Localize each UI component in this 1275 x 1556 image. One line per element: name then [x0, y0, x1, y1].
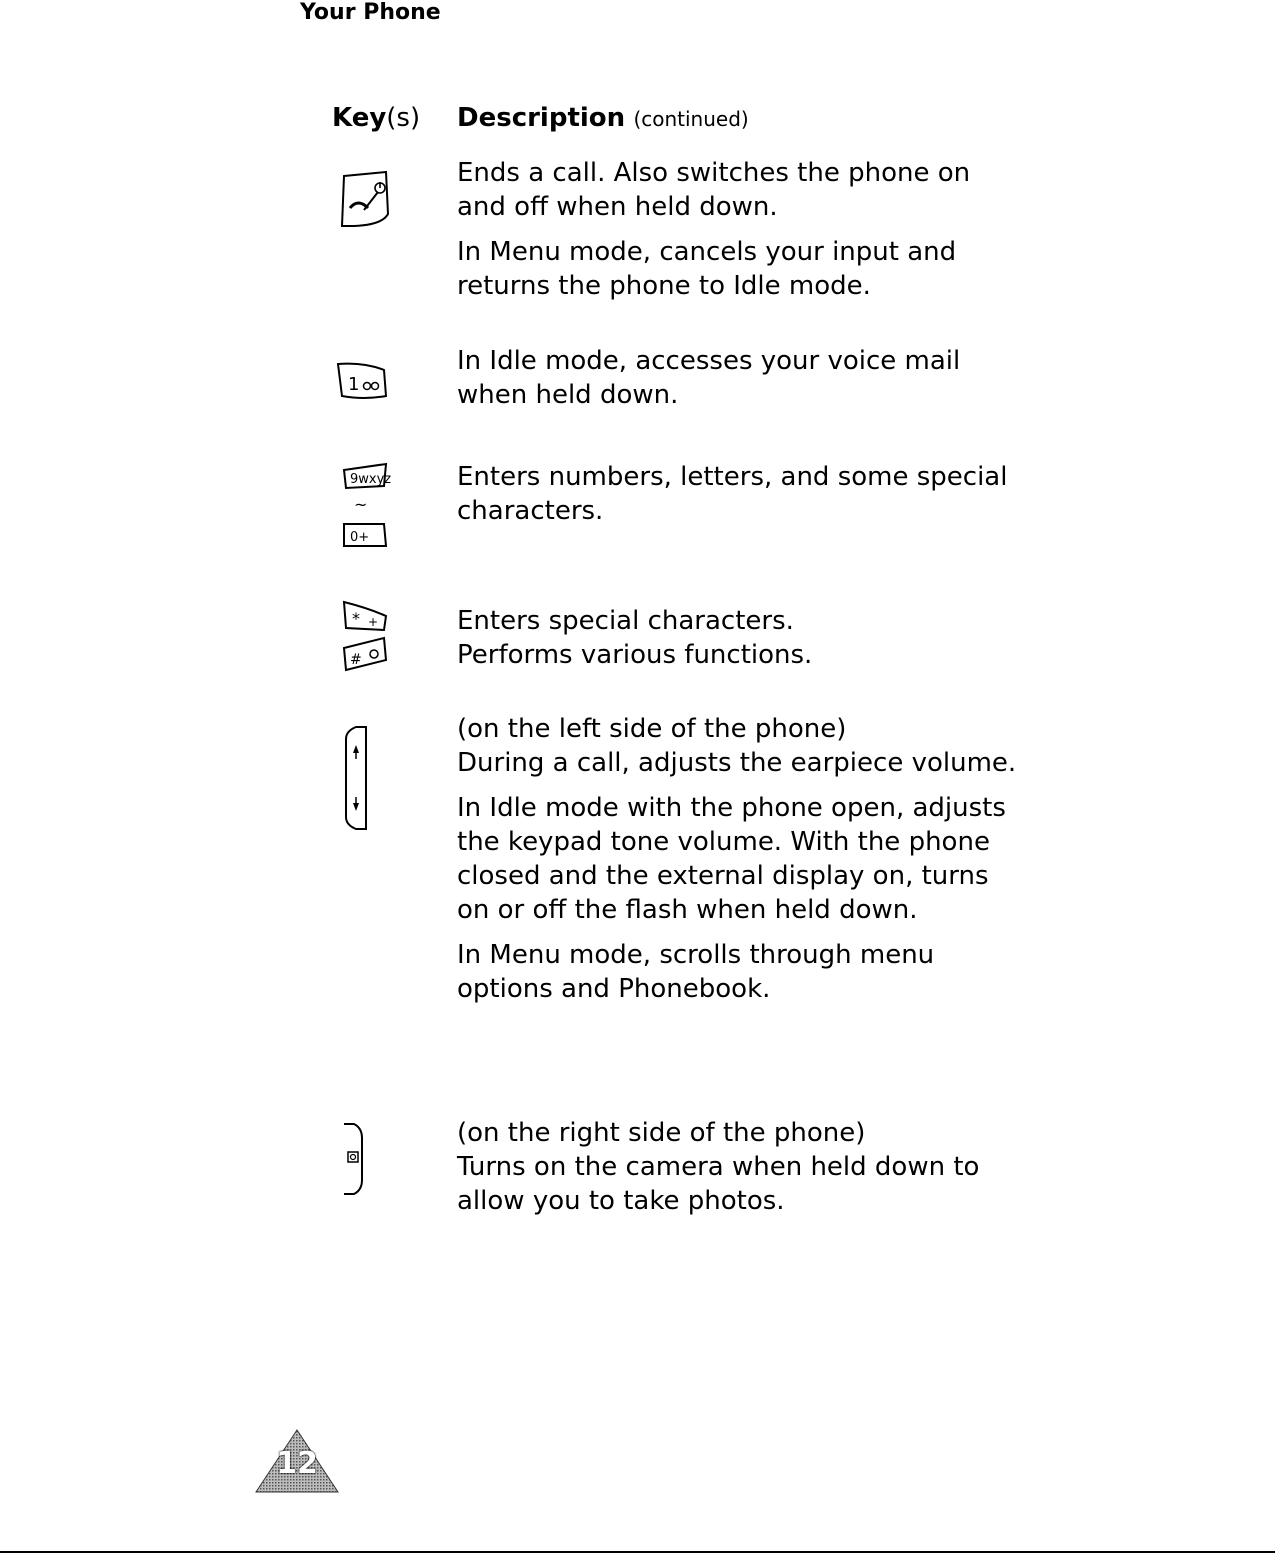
section-header: Your Phone [300, 0, 441, 25]
key-description-end-power [457, 156, 1017, 314]
key-description-alphanumeric [457, 460, 1017, 539]
star-hash-keys-icon [340, 598, 392, 672]
description-paragraph: Enters numbers, letters, and some special characters. [457, 462, 1008, 526]
key-label: 9wxyz [350, 472, 392, 487]
description-paragraph: Ends a call. Also switches the phone on and off when held down. [457, 158, 971, 222]
svg-text:1: 1 [348, 374, 360, 395]
svg-text:+: + [368, 615, 379, 629]
key-description-star-hash [457, 604, 1017, 683]
key-label: 0+ [350, 530, 370, 545]
svg-text:#: # [350, 652, 362, 668]
volume-side-key-icon [340, 725, 372, 831]
description-paragraph: Enters special characters. [457, 606, 794, 636]
end-power-key-icon [338, 170, 392, 230]
key-description-voicemail [457, 344, 1017, 423]
description-paragraph: (on the left side of the phone) [457, 714, 847, 744]
description-paragraph: Turns on the camera when held down to allow you to take photos. [457, 1152, 980, 1216]
description-paragraph: During a call, adjusts the earpiece volume. [457, 748, 1017, 778]
key-description-volume [457, 712, 1017, 1017]
page-number: 12 [276, 1446, 318, 1481]
alphanumeric-keys-icon [340, 462, 392, 550]
description-paragraph: In Idle mode with the phone open, adjusts the keypad tone volume. With the phone closed and the external display on, turns on or off the flash when held down. [457, 793, 1006, 925]
description-paragraph: In Menu mode, cancels your input and returns the phone to Idle mode. [457, 237, 957, 301]
bottom-rule [0, 1551, 1275, 1553]
description-column-header: Description (continued) [457, 103, 749, 133]
voicemail-1-key-icon [334, 360, 390, 402]
camera-side-key-icon [340, 1122, 366, 1196]
description-paragraph: In Idle mode, accesses your voice mail when held down. [457, 346, 961, 410]
key-label: ~ [354, 495, 368, 514]
svg-text:*: * [352, 609, 360, 628]
description-paragraph: Performs various functions. [457, 640, 813, 670]
keys-column-header: Key(s) [332, 103, 421, 133]
description-paragraph: (on the right side of the phone) [457, 1118, 866, 1148]
description-paragraph: In Menu mode, scrolls through menu options and Phonebook. [457, 940, 935, 1004]
key-description-camera [457, 1116, 1017, 1229]
